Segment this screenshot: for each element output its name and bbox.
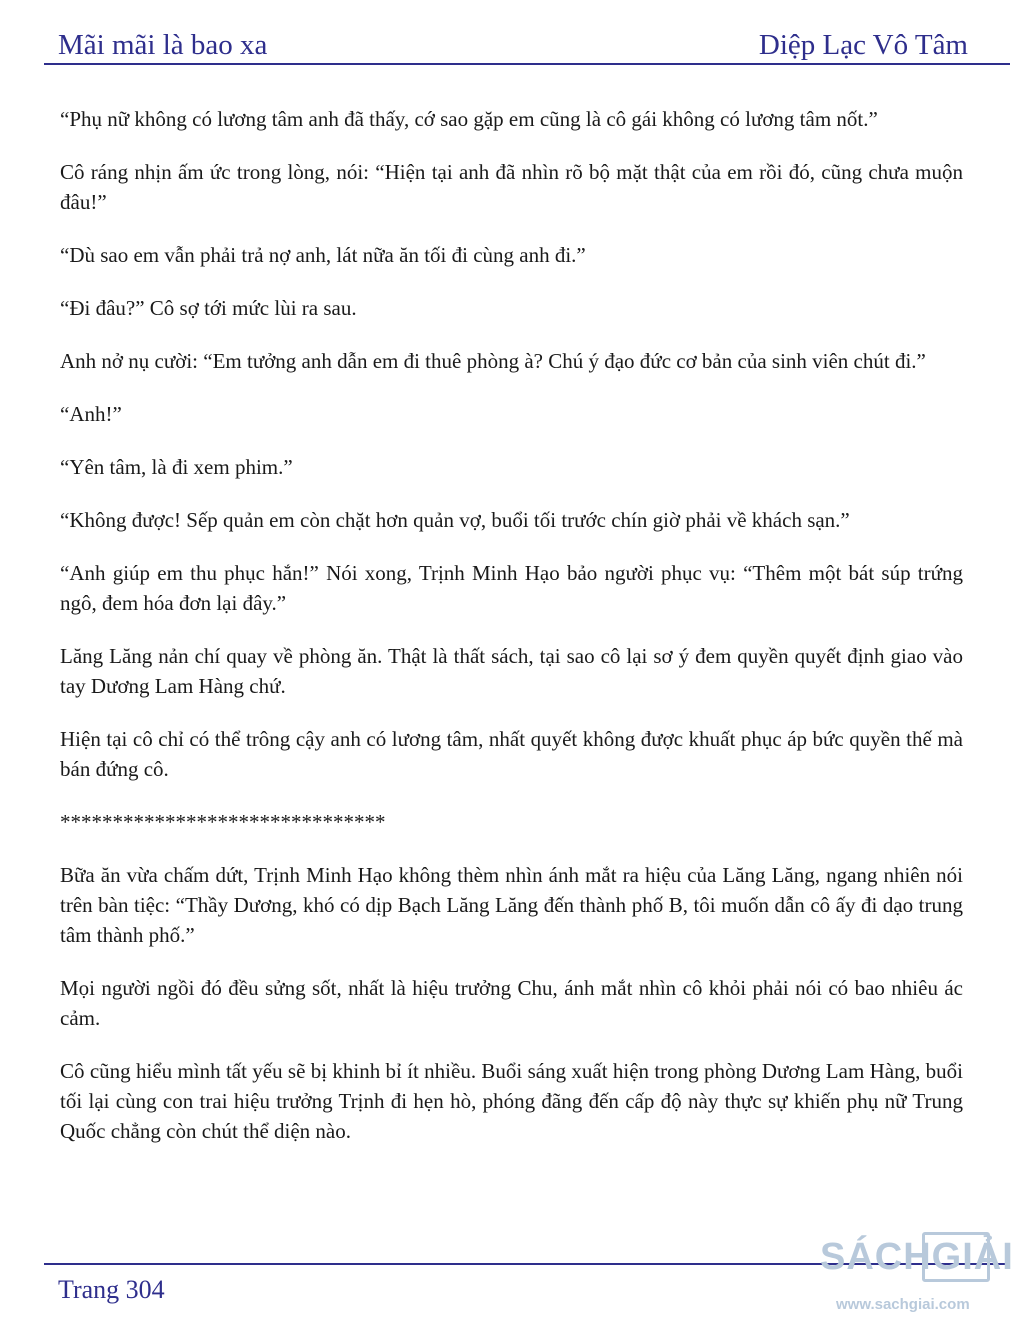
paragraph: Cô ráng nhịn ấm ức trong lòng, nói: “Hiện tại anh đã nhìn rõ bộ mặt thật của em rồi đó, cũng chưa muộn đâu!” [60,160,963,214]
scene-separator: ******************************* [60,810,386,834]
paragraph: “Không được! Sếp quản em còn chặt hơn quản vợ, buổi tối trước chín giờ phải về khách sạn.” [60,508,850,532]
paragraph: Anh nở nụ cười: “Em tưởng anh dẫn em đi thuê phòng à? Chú ý đạo đức cơ bản của sinh viên chút đi.” [60,349,926,373]
paragraph: “Yên tâm, là đi xem phim.” [60,455,293,479]
page-number: Trang 304 [58,1275,165,1304]
paragraph: “Anh giúp em thu phục hắn!” Nói xong, Trịnh Minh Hạo bảo người phục vụ: “Thêm một bát súp trứng ngô, đem hóa đơn lại đây.” [60,561,963,615]
page-header [58,22,968,62]
paragraph: Bữa ăn vừa chấm dứt, Trịnh Minh Hạo không thèm nhìn ánh mắt ra hiệu của Lăng Lăng, ngang nhiên nói trên bàn tiệc: “Thầy Dương, khó có dịp Bạch Lăng Lăng đến thành phố B, tôi muốn dẫn cô ấy đi dạo trung tâm thành phố.” [60,863,963,947]
watermark [812,1226,1024,1321]
paragraph: Cô cũng hiểu mình tất yếu sẽ bị khinh bỉ ít nhiều. Buổi sáng xuất hiện trong phòng Dương Lam Hàng, buổi tối lại cùng con trai hiệu trưởng Trịnh đi hẹn hò, phóng đãng đến cấp độ này thực sự khiến phụ nữ Trung Quốc chẳng còn chút thể diện nào. [60,1059,963,1143]
watermark-url: www.sachgiai.com [836,1296,970,1313]
paragraph: “Đi đâu?” Cô sợ tới mức lùi ra sau. [60,296,357,320]
header-divider [44,63,1010,65]
book-author: Diệp Lạc Vô Tâm [758,29,968,61]
paragraph: Lăng Lăng nản chí quay về phòng ăn. Thật là thất sách, tại sao cô lại sơ ý đem quyền quyết định giao vào tay Dương Lam Hàng chứ. [60,644,963,698]
watermark-logo: SÁCHGIẢI [820,1236,1014,1278]
page-body [60,104,963,1169]
paragraph: Hiện tại cô chỉ có thể trông cậy anh có lương tâm, nhất quyết không được khuất phục áp bức quyền thế mà bán đứng cô. [60,727,963,781]
paragraph: “Phụ nữ không có lương tâm anh đã thấy, cớ sao gặp em cũng là cô gái không có lương tâm nốt.” [60,107,878,131]
book-title: Mãi mãi là bao xa [58,29,268,61]
paragraph: Mọi người ngồi đó đều sửng sốt, nhất là hiệu trưởng Chu, ánh mắt nhìn cô khỏi phải nói có bao nhiêu ác cảm. [60,976,963,1030]
paragraph: “Dù sao em vẫn phải trả nợ anh, lát nữa ăn tối đi cùng anh đi.” [60,243,586,267]
paragraph: “Anh!” [60,402,122,426]
